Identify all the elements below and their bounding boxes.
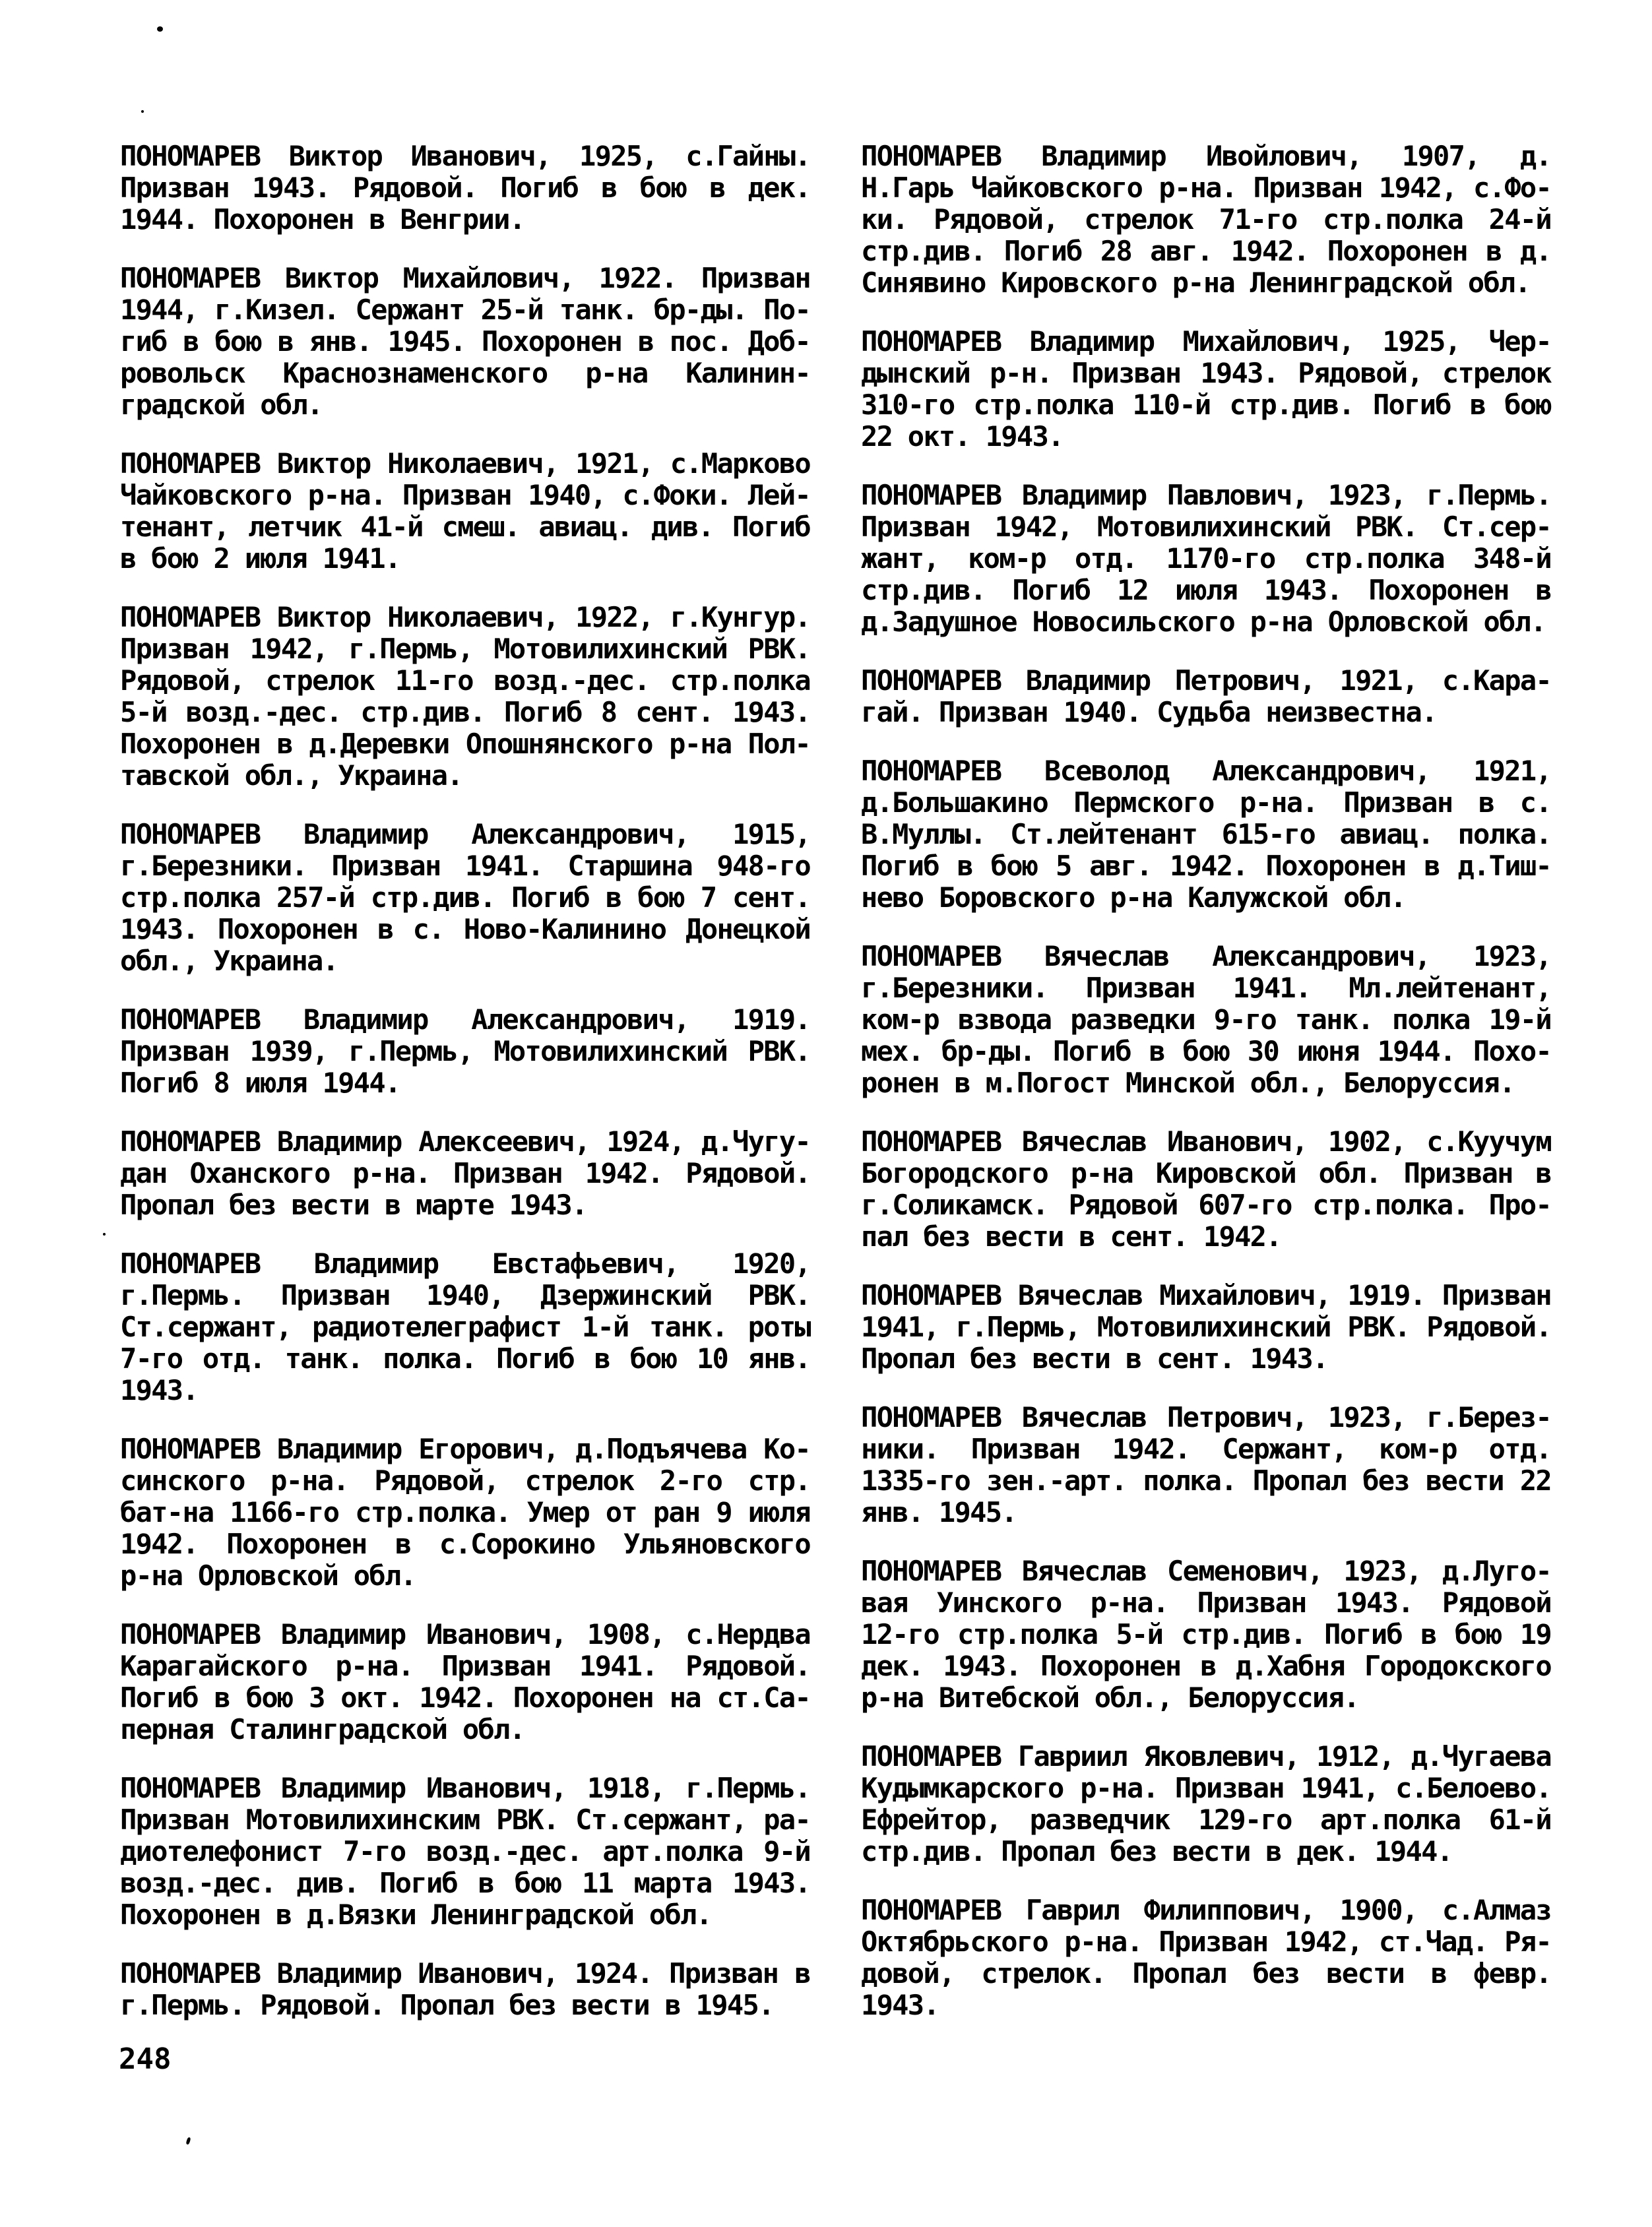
entry-line: тавской обл., Украина. [120, 759, 462, 792]
entry-line: Н.Гарь Чайковского р-на. Призван 1942, с.Фо- [861, 172, 1551, 204]
entry-line: ПОНОМАРЕВ Гаврил Филиппович, 1900, с.Алмаз [861, 1894, 1551, 1926]
memorial-entry [120, 263, 810, 421]
entry-line: Кудымкарского р-на. Призван 1941, с.Белоево. [861, 1772, 1551, 1804]
memorial-entry [861, 480, 1551, 638]
entry-line: ки. Рядовой, стрелок 71-го стр.полка 24-й [861, 203, 1551, 235]
entry-line: ПОНОМАРЕВ Владимир Иванович, 1908, с.Нердва [120, 1618, 810, 1650]
entry-line: возд.-дес. див. Погиб в бою 11 марта 1943. [120, 1867, 810, 1899]
entry-line: ПОНОМАРЕВ Всеволод Александрович, 1921, [861, 755, 1551, 787]
entry-line: 1943. [861, 1989, 939, 2021]
memorial-entry [120, 1248, 810, 1406]
entry-line: Пропал без вести в марте 1943. [120, 1189, 587, 1221]
entry-line: дан Оханского р-на. Призван 1942. Рядовой. [120, 1157, 810, 1189]
memorial-entry [861, 1126, 1551, 1253]
entry-line: г.Соликамск. Рядовой 607-го стр.полка. Про- [861, 1189, 1551, 1221]
entry-line: ПОНОМАРЕВ Владимир Михайлович, 1925, Чер- [861, 325, 1551, 358]
entry-line: ПОНОМАРЕВ Гавриил Яковлевич, 1912, д.Чугаева [861, 1740, 1551, 1772]
text-columns [120, 141, 1550, 2021]
entry-line: Призван Мотовилихинским РВК. Ст.сержант, ра- [120, 1804, 810, 1836]
entry-line: 1944. Похоронен в Венгрии. [120, 203, 525, 235]
memorial-entry [120, 1958, 810, 2021]
entry-line: ПОНОМАРЕВ Владимир Евстафьевич, 1920, [120, 1247, 810, 1280]
entry-line: в бою 2 июля 1941. [120, 542, 400, 575]
entry-line: ники. Призван 1942. Сержант, ком-р отд. [861, 1433, 1551, 1465]
memorial-entry [120, 819, 810, 977]
entry-line: 22 окт. 1943. [861, 420, 1064, 453]
entry-line: дек. 1943. Похоронен в д.Хабня Городокского [861, 1650, 1551, 1682]
entry-line: ПОНОМАРЕВ Владимир Иванович, 1924. Призван в [120, 1957, 810, 1990]
entry-line: 1944, г.Кизел. Сержант 25-й танк. бр-ды. По- [120, 294, 810, 326]
memorial-entry [120, 1126, 810, 1221]
entry-line: Чайковского р-на. Призван 1940, с.Фоки. Лей- [120, 479, 810, 511]
memorial-entry [861, 1741, 1551, 1867]
scan-speck [157, 26, 163, 32]
entry-line: ПОНОМАРЕВ Виктор Николаевич, 1921, с.Марково [120, 447, 810, 480]
scan-speck [185, 2137, 191, 2145]
entry-line: ПОНОМАРЕВ Владимир Александрович, 1915, [120, 818, 810, 850]
entry-line: довой, стрелок. Пропал без вести в февр. [861, 1957, 1551, 1990]
entry-line: Похоронен в д.Вязки Ленинградской обл. [120, 1898, 712, 1931]
entry-line: ПОНОМАРЕВ Вячеслав Александрович, 1923, [861, 940, 1551, 972]
entry-line: г.Березники. Призван 1941. Мл.лейтенант, [861, 972, 1551, 1004]
entry-line: ПОНОМАРЕВ Владимир Петрович, 1921, с.Кара- [861, 664, 1551, 697]
entry-line: 310-го стр.полка 110-й стр.див. Погиб в бою [861, 389, 1551, 421]
memorial-entry [120, 1772, 810, 1931]
memorial-entry [861, 1402, 1551, 1528]
entry-line: гай. Призван 1940. Судьба неизвестна. [861, 696, 1437, 728]
entry-line: тенант, летчик 41-й смеш. авиац. див. Погиб [120, 511, 810, 543]
entry-line: вая Уинского р-на. Призван 1943. Рядовой [861, 1586, 1551, 1619]
entry-line: Призван 1942, Мотовилихинский РВК. Ст.сер- [861, 511, 1551, 543]
entry-line: 1943. Похоронен в с. Ново-Калинино Донецкой [120, 913, 810, 945]
entry-line: ПОНОМАРЕВ Владимир Алексеевич, 1924, д.Чугу- [120, 1125, 810, 1158]
memorial-entry [120, 141, 810, 235]
entry-line: Синявино Кировского р-на Ленинградской обл. [861, 267, 1531, 299]
entry-line: Ефрейтор, разведчик 129-го арт.полка 61-й [861, 1804, 1551, 1836]
entry-line: 5-й возд.-дес. стр.див. Погиб 8 сент. 1943. [120, 696, 810, 728]
entry-line: Погиб в бою 3 окт. 1942. Похоронен на ст.Са- [120, 1681, 810, 1714]
memorial-entry [120, 1619, 810, 1745]
entry-line: стр.див. Погиб 12 июля 1943. Похоронен в [861, 574, 1551, 606]
memorial-entry [861, 1280, 1551, 1375]
entry-line: стр.див. Пропал без вести в дек. 1944. [861, 1835, 1453, 1867]
entry-line: 1335-го зен.-арт. полка. Пропал без вести 22 [861, 1464, 1551, 1497]
entry-line: синского р-на. Рядовой, стрелок 2-го стр. [120, 1464, 810, 1497]
entry-line: пал без вести в сент. 1942. [861, 1220, 1281, 1253]
entry-line: Ст.сержант, радиотелеграфист 1-й танк. роты [120, 1311, 810, 1343]
scan-speck [141, 110, 144, 113]
entry-line: д.Большакино Пермского р-на. Призван в с. [861, 786, 1551, 819]
entry-line: Погиб в бою 5 авг. 1942. Похоронен в д.Тиш- [861, 850, 1551, 882]
entry-line: 1942. Похоронен в с.Сорокино Ульяновского [120, 1528, 810, 1560]
left-column [120, 141, 810, 2021]
entry-line: г.Березники. Призван 1941. Старшина 948-го [120, 850, 810, 882]
entry-line: д.Задушное Новосильского р-на Орловской обл. [861, 606, 1546, 638]
entry-line: ПОНОМАРЕВ Владимир Ивойлович, 1907, д. [861, 140, 1551, 172]
entry-line: диотелефонист 7-го возд.-дес. арт.полка 9-й [120, 1835, 810, 1867]
entry-line: Призван 1942, г.Пермь, Мотовилихинский РВК. [120, 633, 810, 665]
entry-line: г.Пермь. Рядовой. Пропал без вести в 1945. [120, 1989, 774, 2021]
entry-line: Призван 1943. Рядовой. Погиб в бою в дек. [120, 172, 810, 204]
entry-line: 7-го отд. танк. полка. Погиб в бою 10 янв. [120, 1342, 810, 1375]
entry-line: ровольск Краснознаменского р-на Калинин- [120, 357, 810, 389]
entry-line: р-на Витебской обл., Белоруссия. [861, 1681, 1359, 1714]
entry-line: янв. 1945. [861, 1496, 1017, 1528]
memorial-entry [120, 448, 810, 575]
right-column [861, 141, 1551, 2021]
entry-line: бат-на 1166-го стр.полка. Умер от ран 9 июля [120, 1496, 810, 1528]
entry-line: градской обл. [120, 389, 323, 421]
scan-speck [103, 1233, 106, 1236]
entry-line: р-на Орловской обл. [120, 1559, 416, 1592]
memorial-entry [861, 665, 1551, 728]
entry-line: 12-го стр.полка 5-й стр.див. Погиб в бою 19 [861, 1618, 1551, 1650]
entry-line: гиб в бою в янв. 1945. Похоронен в пос. Доб- [120, 325, 810, 358]
entry-line: нево Боровского р-на Калужской обл. [861, 881, 1406, 914]
entry-line: стр.див. Погиб 28 авг. 1942. Похоронен в д. [861, 235, 1551, 267]
memorial-entry [120, 1004, 810, 1099]
entry-line: Богородского р-на Кировской обл. Призван в [861, 1157, 1551, 1189]
entry-line: стр.полка 257-й стр.див. Погиб в бою 7 сент. [120, 881, 810, 914]
entry-line: ПОНОМАРЕВ Вячеслав Петрович, 1923, г.Берез- [861, 1401, 1551, 1433]
entry-line: 1943. [120, 1374, 198, 1406]
memorial-entry [861, 1555, 1551, 1714]
entry-line: В.Муллы. Ст.лейтенант 615-го авиац. полка. [861, 818, 1551, 850]
entry-line: Похоронен в д.Деревки Опошнянского р-на Пол- [120, 728, 810, 760]
entry-line: дынский р-н. Призван 1943. Рядовой, стрелок [861, 357, 1551, 389]
entry-line: Рядовой, стрелок 11-го возд.-дес. стр.полка [120, 664, 810, 697]
page-number: 248 [119, 2042, 172, 2076]
entry-line: Пропал без вести в сент. 1943. [861, 1342, 1328, 1375]
entry-line: ПОНОМАРЕВ Владимир Иванович, 1918, г.Пермь. [120, 1772, 810, 1804]
entry-line: мех. бр-ды. Погиб в бою 30 июня 1944. Похо- [861, 1035, 1551, 1067]
memorial-entry [861, 755, 1551, 914]
entry-line: ПОНОМАРЕВ Владимир Александрович, 1919. [120, 1003, 810, 1036]
entry-line: перная Сталинградской обл. [120, 1713, 525, 1745]
memorial-entry [861, 326, 1551, 453]
entry-line: г.Пермь. Призван 1940, Дзержинский РВК. [120, 1279, 810, 1311]
entry-line: обл., Украина. [120, 945, 338, 977]
memorial-entry [861, 941, 1551, 1099]
entry-line: ПОНОМАРЕВ Вячеслав Семенович, 1923, д.Луго- [861, 1555, 1551, 1587]
entry-line: Погиб 8 июля 1944. [120, 1067, 400, 1099]
entry-line: Карагайского р-на. Призван 1941. Рядовой. [120, 1650, 810, 1682]
entry-line: ПОНОМАРЕВ Владимир Павлович, 1923, г.Пермь. [861, 479, 1551, 511]
memorial-entry [120, 1433, 810, 1592]
memorial-entry [861, 1895, 1551, 2021]
entry-line: ПОНОМАРЕВ Вячеслав Михайлович, 1919. Призван [861, 1279, 1551, 1311]
entry-line: жант, ком-р отд. 1170-го стр.полка 348-й [861, 542, 1551, 575]
entry-line: Октябрьского р-на. Призван 1942, ст.Чад. Ря- [861, 1926, 1551, 1958]
entry-line: ПОНОМАРЕВ Виктор Николаевич, 1922, г.Кунгур. [120, 601, 810, 633]
entry-line: ПОНОМАРЕВ Виктор Иванович, 1925, с.Гайны. [120, 140, 810, 172]
entry-line: ком-р взвода разведки 9-го танк. полка 19-й [861, 1003, 1551, 1036]
entry-line: ПОНОМАРЕВ Виктор Михайлович, 1922. Призван [120, 262, 810, 294]
entry-line: ПОНОМАРЕВ Вячеслав Иванович, 1902, с.Куучум [861, 1125, 1551, 1158]
entry-line: ронен в м.Погост Минской обл., Белоруссия. [861, 1067, 1515, 1099]
entry-line: 1941, г.Пермь, Мотовилихинский РВК. Рядовой. [861, 1311, 1551, 1343]
memorial-entry [120, 602, 810, 792]
entry-line: ПОНОМАРЕВ Владимир Егорович, д.Подъячева Ко- [120, 1433, 810, 1465]
entry-line: Призван 1939, г.Пермь, Мотовилихинский РВК. [120, 1035, 810, 1067]
memorial-entry [861, 141, 1551, 299]
